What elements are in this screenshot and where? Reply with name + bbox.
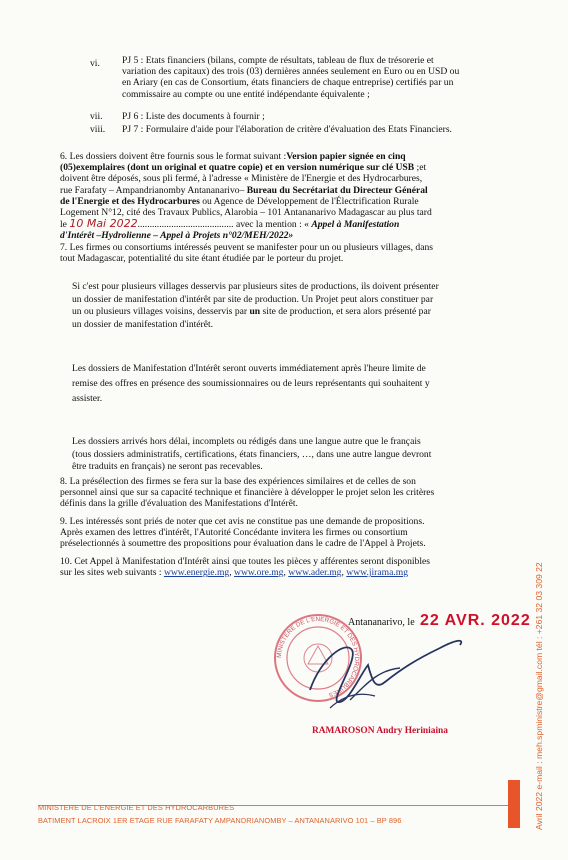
- list-item-vii: PJ 6 : Liste des documents à fournir ;: [122, 111, 265, 122]
- list-item-viii: PJ 7 : Formulaire d'aide pour l'élaboration de critère d'évaluation des Etats Financiers.: [122, 124, 452, 135]
- paragraph-7: [60, 242, 515, 264]
- paragraph-sites: [72, 281, 517, 331]
- text: ;et: [414, 162, 427, 174]
- link-ore[interactable]: www.ore.mg: [234, 567, 284, 579]
- text-bold: de l'Energie et des Hydrocarbures: [60, 195, 200, 207]
- list-number-vi: vi.: [90, 58, 100, 69]
- text: préselectionnés à soumettre des propositions pour évaluation dans le cadre de l'Appel à Projets.: [60, 538, 426, 550]
- text: 6. Les dossiers doivent être fournis sous le format suivant :: [60, 151, 287, 162]
- footer-ministry: MINISTERE DE L'ENERGIE ET DES HYDROCARBURES: [38, 803, 235, 812]
- link-jirama[interactable]: www.jirama.mg: [346, 567, 409, 579]
- paragraph-6: [60, 151, 515, 242]
- paragraph-opening: [72, 361, 517, 406]
- footer-accent-block: [508, 780, 520, 828]
- text: ou Agence de Développement de l'Électrification Rurale: [199, 195, 419, 207]
- list-line: commissaire au compte ou une entité indépendante équivalente ;: [122, 88, 370, 100]
- text: rue Farafaty – Ampandrianomby Antananarivo–: [60, 184, 247, 196]
- link-energie[interactable]: www.energie.mg: [163, 567, 230, 579]
- text: 10. Cet Appel à Manifestation d'Intérêt ainsi que toutes les pièces y afférentes seront disponibles: [60, 556, 431, 567]
- list-line: variation des capitaux) des trois (03) dernières années seulement en Euro ou en USD ou: [122, 66, 460, 78]
- text: un ou plusieurs villages voisins, desservis par: [72, 306, 250, 318]
- text-bold-italic: d'Intérêt –Hydrolienne – Appel à Projets n°02/MEH/2022»: [60, 230, 294, 242]
- text-bold-italic: Appel à Manifestation: [311, 219, 400, 231]
- link-ader[interactable]: www.ader.mg: [288, 567, 342, 579]
- text: sur les sites web suivants :: [60, 567, 164, 579]
- sidebar-contact-text: Avril 2022 e-mail : meh.spministre@gmail.com tél : +261 32 03 309 22: [534, 562, 544, 830]
- list-number-vii: vii.: [90, 111, 103, 122]
- list-number-viii: viii.: [90, 124, 106, 135]
- text-bold: Bureau du Secrétariat du Directeur Général: [246, 184, 428, 196]
- text: 7. Les firmes ou consortiums intéressés peuvent se manifester pour un ou plusieurs villages, dans: [60, 242, 434, 253]
- text: tout Madagascar, potentialité du site étant étudiée par le porteur du projet.: [60, 253, 344, 265]
- signing-place: Antananarivo, le: [348, 617, 415, 628]
- paragraph-late-files: [72, 436, 517, 474]
- paragraph-10: 10. Cet Appel à Manifestation d'Intérêt ainsi que toutes les pièces y afférentes seront disponibles sur les sites web suivants : www.energie.mg, www.ore.mg, www.ader.mg, www.jirama.mg: [60, 556, 515, 578]
- signing-date-stamp: 22 AVR. 2022: [420, 612, 531, 629]
- text: le: [60, 219, 70, 231]
- text: (tous dossiers administratifs, certifications, états financiers, …, dans une autre langue devront: [72, 448, 432, 460]
- list-line: PJ 5 : Etats financiers (bilans, compte de résultats, tableau de flux de trésorerie et: [122, 55, 434, 66]
- text: Après examen des lettres d'intérêt, l'Autorité Concédante invitera les firmes ou consortium: [60, 527, 408, 539]
- text: un dossier de manifestation d'intérêt par site de production. Un Projet peut alors constituer par: [72, 293, 434, 305]
- text: Les dossiers arrivés hors délai, incomplets ou rédigés dans une langue autre que le français: [72, 436, 421, 447]
- paragraph-9: [60, 516, 515, 550]
- stamp-text: MINISTERE DE L'ENERGIE ET DES HYDROCARBURES: [275, 615, 361, 699]
- paragraph-8: [60, 476, 515, 510]
- footer-address: BATIMENT LACROIX 1ER ETAGE RUE FARAFATY AMPANDRIANOMBY – ANTANANARIVO 101 – BP 896: [38, 816, 402, 825]
- list-item-vi: [122, 55, 512, 100]
- text: définis dans la grille d'évaluation des Manifestations d'Intérêt.: [60, 498, 298, 510]
- text: site de production, et sera alors présenté par: [260, 306, 431, 318]
- text: un dossier de manifestation d'intérêt.: [72, 318, 214, 330]
- text: 9. Les intéressés sont priés de noter que cet avis ne constitue pas une demande de propositions.: [60, 516, 425, 527]
- text: Logement N°12, cité des Travaux Publics, Alarobia – 101 Antananarivo Madagascar au plus tard: [60, 207, 432, 219]
- text: doivent être déposés, sous pli fermé, à l'adresse « Ministère de l'Energie et des Hydrocarbures,: [60, 173, 423, 185]
- text-bold: un: [249, 306, 261, 318]
- text: Si c'est pour plusieurs villages desservis par plusieurs sites de productions, ils doivent présenter: [72, 281, 439, 292]
- text: être traduits en français) ne seront pas recevables.: [72, 461, 263, 472]
- text: 8. La présélection des firmes se fera sur la base des expériences similaires et de celles de son: [60, 476, 416, 487]
- text: remise des offres en présence des soumissionnaires ou de leurs représentants qui souhaitent y: [72, 378, 430, 389]
- signatory-name: RAMAROSON Andry Heriniaina: [312, 726, 448, 736]
- text: ........................................ avec la mention : «: [137, 219, 312, 231]
- text: Les dossiers de Manifestation d'Intérêt seront ouverts immédiatement après l'heure limite de: [72, 363, 426, 374]
- text: personnel ainsi que sur sa capacité technique et financière à développer le projet selon les critères: [60, 487, 435, 499]
- signature-icon: [290, 620, 480, 720]
- text-bold: Version papier signée en cinq: [286, 151, 406, 162]
- list-line: en Ariary (en cas de Consortium, états financiers de chaque entreprise) certifiés par un: [122, 77, 454, 89]
- text-bold: (05)exemplaires (dont un original et quatre copie) et en version numérique sur clé USB: [60, 162, 415, 174]
- text: assister.: [72, 393, 103, 404]
- sidebar-contact: [534, 470, 558, 830]
- handwritten-date: 10 Mai 2022: [69, 217, 138, 231]
